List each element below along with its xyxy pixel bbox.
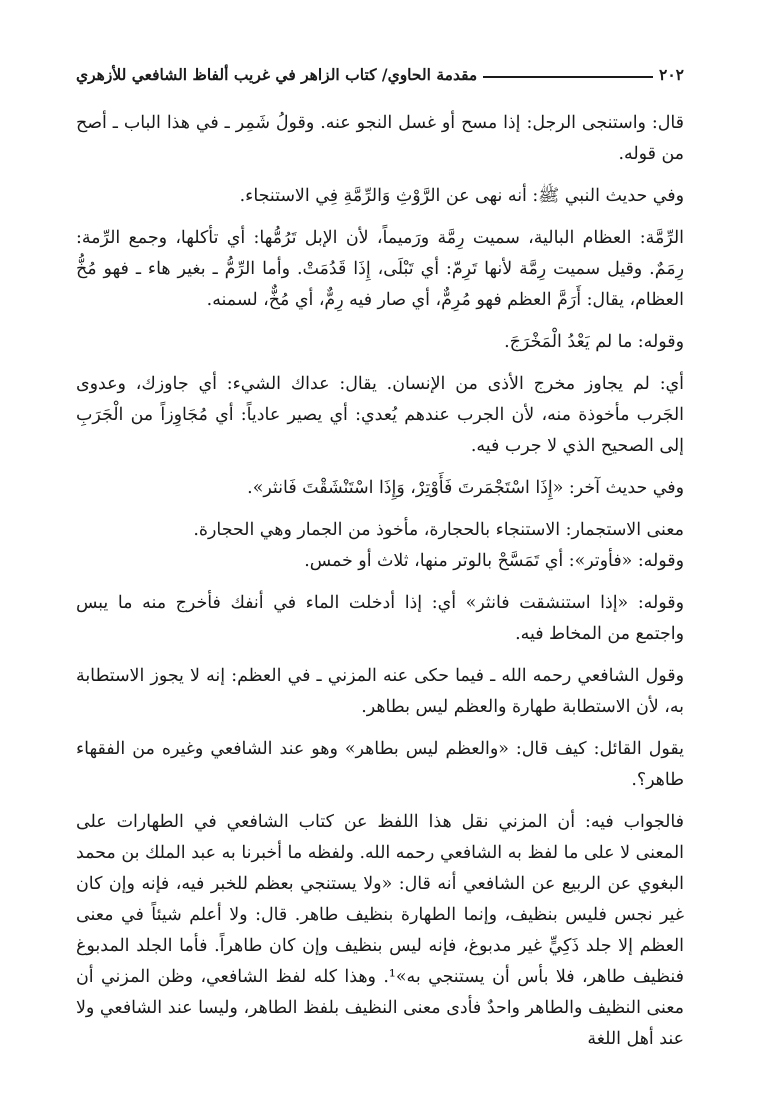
header-rule — [483, 76, 653, 78]
paragraph: وقوله: «إذا استنشقت فانثر» أي: إذا أدخلت الماء في أنفك فأخرج منه ما يبس واجتمع من المخاط فيه. — [76, 593, 684, 644]
page-number: ٢٠٢ — [659, 65, 684, 84]
paragraph: أي: لم يجاوز مخرج الأذى من الإنسان. يقال: عداك الشيء: أي جاوزك، وعدوى الجَرب مأخوذة منه، لأن الجرب عندهم يُعدي: أي يصير عادياً: أي مُجَاوِزاً من الْجَرَبِ إلى الصحيح الذي لا جرب فيه. — [76, 374, 684, 456]
paragraph: وفي حديث النبي ﷺ: أنه نهى عن الرَّوْثِ وَالرِّمَّةِ فِي الاستنجاء. — [239, 186, 684, 206]
paragraph: وقول الشافعي رحمه الله ـ فيما حكى عنه المزني ـ في العظم: إنه لا يجوز الاستطابة به، لأن الاستطابة طهارة والعظم ليس بطاهر. — [76, 666, 684, 717]
running-title: مقدمة الحاوي/ كتاب الزاهر في غريب ألفاظ الشافعي للأزهري — [76, 65, 478, 84]
paragraph: وقوله: ما لم يَعْدُ الْمَخْرَجَ. — [504, 332, 684, 352]
document-page — [76, 58, 684, 1055]
paragraph: قال: واستنجى الرجل: إذا مسح أو غسل النجو عنه. وقولُ شَمِر ـ في هذا الباب ـ أصح من قوله. — [76, 113, 684, 164]
paragraph: معنى الاستجمار: الاستنجاء بالحجارة، مأخوذ من الجمار وهي الحجارة. — [193, 520, 684, 540]
running-header — [76, 58, 684, 84]
paragraph: وفي حديث آخر: «إِذَا اسْتَجْمَرتَ فَأَوْتِرْ، وَإِذَا اسْتَنْشَقْتَ فَانثر». — [247, 478, 684, 498]
paragraph: الرِّمَّة: العظام البالية، سميت رِمَّة ورَميماً، لأن الإبل تَرُمُّها: أي تأكلها، وجمع الرِّمة: رِمَمٌ. وقيل سميت رِمَّة لأنها تَرِمّ: أي تَبْلَى، إِذَا قَدُمَتْ. وأما الرِّمُّ ـ بغير هاء ـ فهو مُخُّ العظام، يقال: أَرَمَّ العظم فهو مُرِمٌّ، أي صار فيه رِمٌّ، أي مُخٌّ، لسمنه. — [76, 228, 684, 310]
paragraph: يقول القائل: كيف قال: «والعظم ليس بطاهر» وهو عند الشافعي وغيره من الفقهاء طاهر؟. — [76, 739, 684, 790]
paragraph: وقوله: «فأوتر»: أي تَمَسَّحْ بالوتر منها، ثلاث أو خمس. — [304, 551, 684, 571]
paragraph: فالجواب فيه: أن المزني نقل هذا اللفظ عن كتاب الشافعي في الطهارات على المعنى لا على ما لفظ به الشافعي رحمه الله. ولفظه ما أخبرنا به عبد الملك بن محمد البغوي عن الربيع عن الشافعي أنه قال: «ولا يستنجي بعظم للخبر فيه، فإنه وإن كان غير نجس فليس بنظيف، وإنما الطهارة بنظيف طاهر. قال: ولا أعلم شيئاً في معنى العظم إلا جلد ذَكِيٍّ غير مدبوغ، فإنه ليس بنظيف وإن كان طاهراً. فأما الجلد المدبوغ فنظيف طاهر، فلا بأس أن يستنجي به»¹. وهذا كله لفظ الشافعي، وظن المزني أن معنى النظيف والطاهر واحدٌ فأدى معنى النظيف بلفظ الطاهر، وليسا عند الشافعي ولا عند أهل اللغة — [76, 812, 684, 1049]
